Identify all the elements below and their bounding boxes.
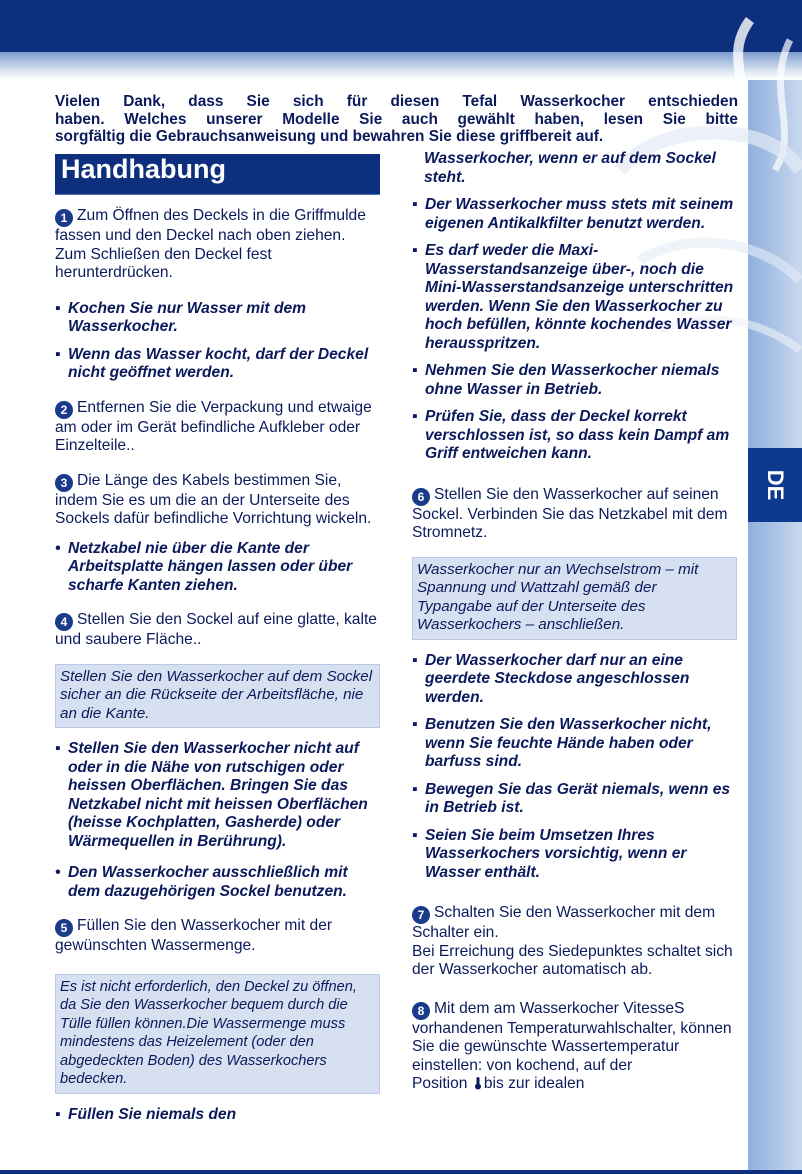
step-8 <box>412 1000 737 1094</box>
step-4 <box>55 611 380 650</box>
step-number: 3 <box>55 474 73 492</box>
step-5 <box>55 917 380 956</box>
warning-item: ▪ Nehmen Sie den Wasserkocher niemals ohne Wasser in Betrieb. <box>412 362 720 398</box>
temperature-position-icon <box>472 1076 484 1090</box>
warning-item: ▪ Kochen Sie nur Wasser mit dem Wasserkocher. <box>55 299 307 335</box>
intro-line: Vielen Dank, dass Sie sich für diesen Tefal Wasserkocher entschieden <box>55 93 738 110</box>
step-number: 8 <box>412 1002 430 1020</box>
step-text: Stellen Sie den Sockel auf eine glatte, kalte und saubere Fläche.. <box>55 611 377 648</box>
square-bullet-icon: ▪ <box>412 651 418 669</box>
warning-item: ▪ Der Wasserkocher darf nur an eine geerdete Steckdose angeschlossen werden. <box>412 651 690 706</box>
intro-line: sorgfältig die Gebrauchsanweisung und bewahren Sie diese griffbereit auf. <box>55 128 604 145</box>
warning-item: ▪ Es darf weder die Maxi-Wasserstandsanzeige über-, noch die Mini-Wasserstandsanzeige unterschritten werden. Wenn Sie den Wasserkocher zu hoch befüllen, könnte kochendes Wasser herausspritzen. <box>412 242 734 352</box>
step-number: 1 <box>55 209 73 227</box>
step-7 <box>412 904 737 980</box>
language-tab <box>748 448 802 522</box>
step-number: 2 <box>55 401 73 419</box>
warning-item: • Den Wasserkocher ausschließlich mit dem dazugehörigen Sockel benutzen. <box>55 864 348 900</box>
continued-warning: Wasserkocher, wenn er auf dem Sockel steht. <box>424 150 716 186</box>
step-3 <box>55 472 380 529</box>
footer-line <box>0 1170 802 1174</box>
square-bullet-icon: ▪ <box>412 242 418 259</box>
step-text: Bei Erreichung des Siedepunktes schaltet sich der Wasserkocher automatisch ab. <box>412 942 733 978</box>
square-bullet-icon: ▪ <box>412 780 418 798</box>
right-column <box>412 150 737 1094</box>
info-box: Wasserkocher nur an Wechselstrom – mit Spannung und Wattzahl gemäß der Typangabe auf der Unterseite des Wasserkochers – anschließen. <box>412 557 737 640</box>
square-bullet-icon: ▪ <box>412 716 418 733</box>
square-bullet-icon: ▪ <box>55 1105 61 1123</box>
step-text: bis zur idealen <box>483 1075 585 1092</box>
dot-bullet-icon: • <box>55 539 61 557</box>
square-bullet-icon: ▪ <box>412 362 418 379</box>
step-text: Mit dem am Wasserkocher VitesseS vorhandenen Temperaturwahlschalter, können Sie die gewünschte Wassertemperatur einstellen: von kochend, auf der <box>412 999 732 1074</box>
info-box: Stellen Sie den Wasserkocher auf dem Sockel sicher an die Rückseite der Arbeitsfläche, nie an die Kante. <box>55 664 380 729</box>
intro-line: haben. Welches unserer Modelle Sie auch gewählt haben, lesen Sie bitte <box>55 110 738 128</box>
step-text: Entfernen Sie die Verpackung und etwaige am oder im Gerät befindliche Aufkleber oder Einzelteile.. <box>55 398 372 454</box>
step-text: Füllen Sie den Wasserkocher mit der gewünschten Wassermenge. <box>55 917 333 954</box>
warning-item: ▪ Seien Sie beim Umsetzen Ihres Wasserkochers vorsichtig, wenn er Wasser enthält. <box>412 826 687 881</box>
step-text: Zum Öffnen des Deckels in die Griffmulde fassen und den Deckel nach oben ziehen. Zum Schließen den Deckel fest herunterdrücken. <box>55 207 366 281</box>
warning-item: ▪ Benutzen Sie den Wasserkocher nicht, wenn Sie feuchte Hände haben oder barfuss sind. <box>412 716 712 770</box>
square-bullet-icon: ▪ <box>412 408 418 425</box>
step-number: 7 <box>412 906 430 924</box>
step-1 <box>55 207 380 283</box>
left-column <box>55 154 380 1124</box>
language-tab-label: DE <box>763 469 788 501</box>
warning-item: ▪ Prüfen Sie, dass der Deckel korrekt verschlossen ist, so dass kein Dampf am Griff entweichen kann. <box>412 408 730 462</box>
step-2 <box>55 399 380 456</box>
section-heading: Handhabung <box>55 154 380 195</box>
step-text: Die Länge des Kabels bestimmen Sie, indem Sie es um die an der Unterseite des Sockels dafür befindliche Vorrichtung wickeln. <box>55 471 372 527</box>
dot-bullet-icon: • <box>55 864 61 881</box>
step-text: Schalten Sie den Wasserkocher mit dem Schalter ein. <box>412 904 716 941</box>
square-bullet-icon: ▪ <box>55 299 61 317</box>
warning-item: ▪ Der Wasserkocher muss stets mit seinem eigenen Antikalkfilter benutzt werden. <box>412 196 734 232</box>
warning-item: ▪ Bewegen Sie das Gerät niemals, wenn es in Betrieb ist. <box>412 780 731 816</box>
step-text: Stellen Sie den Wasserkocher auf seinen Sockel. Verbinden Sie das Netzkabel mit dem Stromnetz. <box>412 485 728 541</box>
step-number: 5 <box>55 919 73 937</box>
square-bullet-icon: ▪ <box>55 345 61 363</box>
intro-text <box>55 93 738 146</box>
square-bullet-icon: ▪ <box>412 826 418 844</box>
warning-item: ▪ Wenn das Wasser kocht, darf der Deckel nicht geöffnet werden. <box>55 345 369 381</box>
warning-item: ▪ Stellen Sie den Wasserkocher nicht auf oder in die Nähe von rutschigen oder heissen Oberflächen. Bringen Sie das Netzkabel nicht mit heissen Oberflächen (heisse Kochplatten, Gasherde) oder Wärmequellen in Berührung). <box>55 740 368 850</box>
step-number: 4 <box>55 613 73 631</box>
square-bullet-icon: ▪ <box>412 196 418 213</box>
step-text: Position <box>412 1075 468 1092</box>
warning-item: • Netzkabel nie über die Kante der Arbeitsplatte hängen lassen oder über scharfe Kanten ziehen. <box>55 539 353 594</box>
info-box: Es ist nicht erforderlich, den Deckel zu öffnen, da Sie den Wasserkocher bequem durch die Tülle füllen können.Die Wassermenge muss mindestens das Heizelement (oder den abgedeckten Boden) des Wasserkochers bedecken. <box>55 974 380 1094</box>
step-number: 6 <box>412 488 430 506</box>
warning-item: ▪ Füllen Sie niemals den <box>55 1105 237 1123</box>
square-bullet-icon: ▪ <box>55 740 61 757</box>
step-6 <box>412 486 737 543</box>
